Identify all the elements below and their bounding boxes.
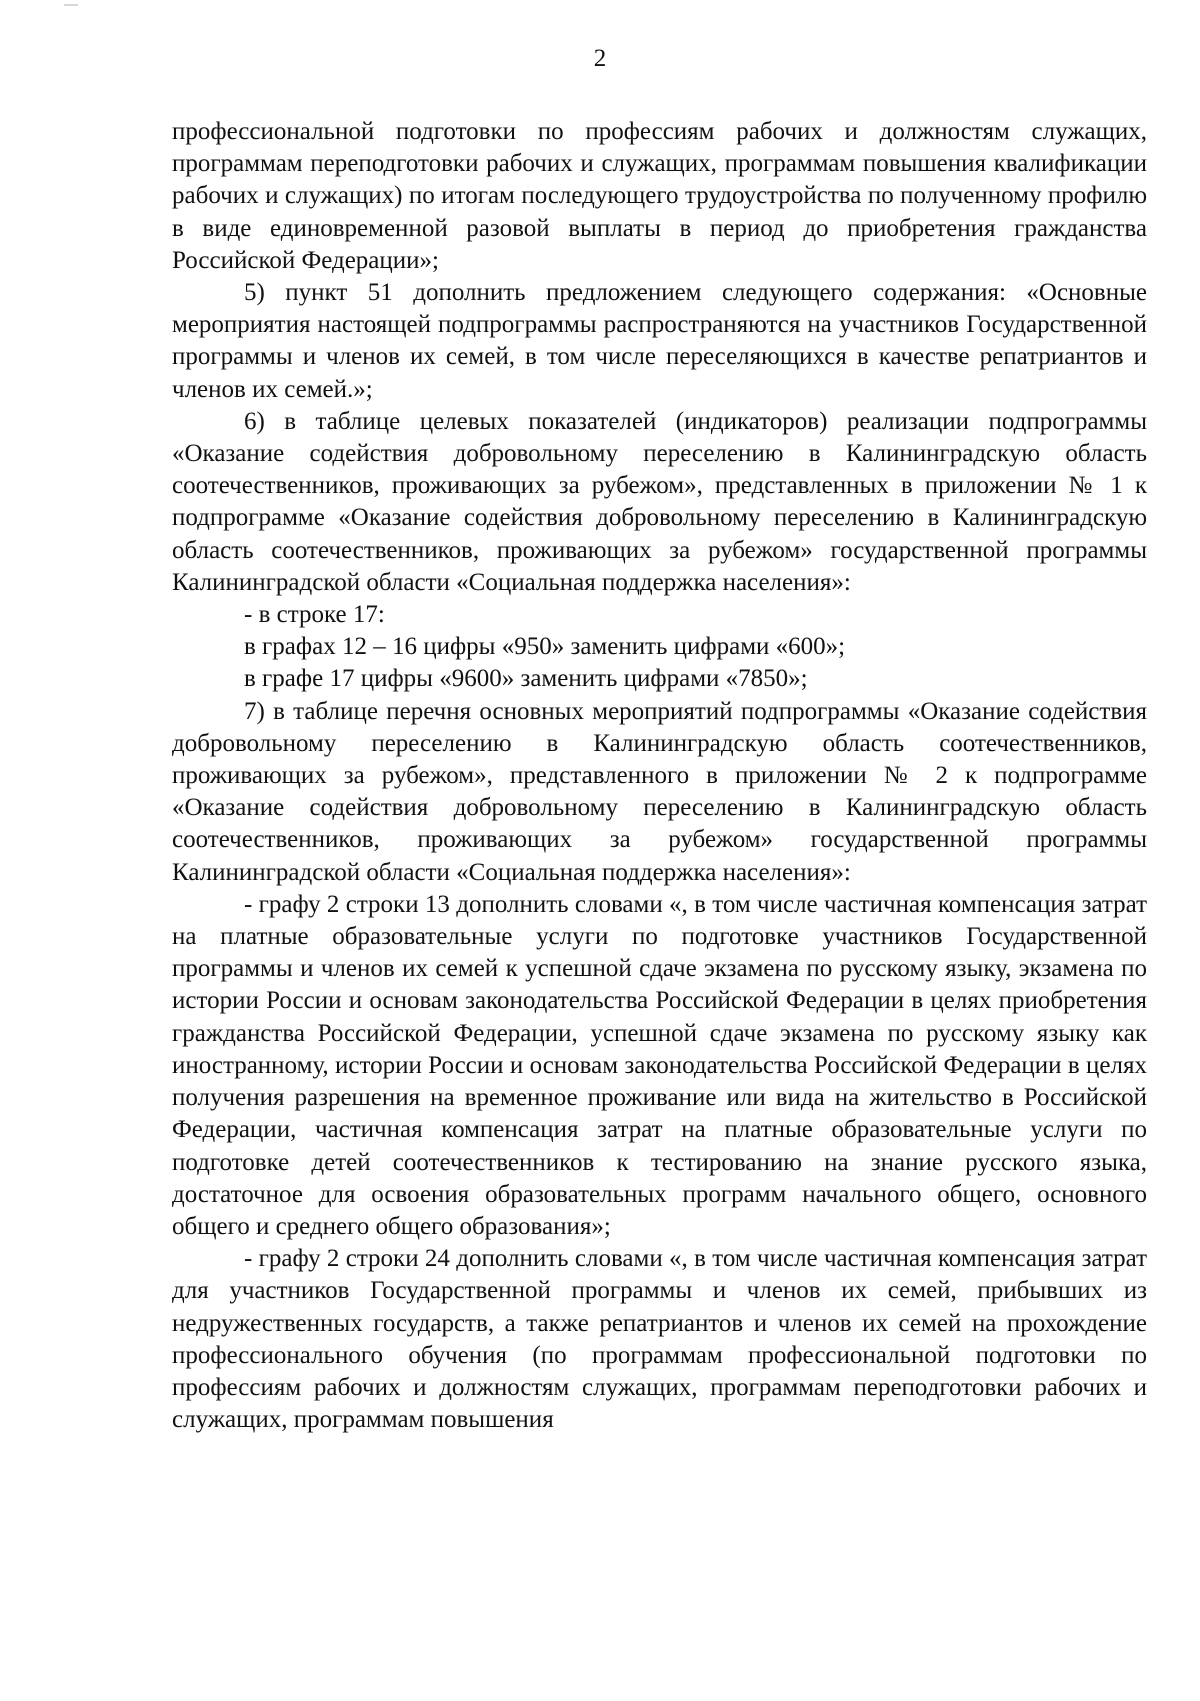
page-number: 2 [593,45,607,72]
paragraph-continuation: профессиональной подготовки по профессиям рабочих и должностям служащих, программам переподготовки рабочих и служащих, программам повышения квалификации рабочих и служащих) по итогам последующего трудоустройства по полученному профилю в виде единовременной разовой выплаты в период до приобретения гражданства Российской Федерации»; [172,118,1147,274]
paragraph-row-13: - графу 2 строки 13 дополнить словами «, в том числе частичная компенсация затрат на платные образовательные услуги по подготовке участников Государственной программы и членов их семей к успешной сдаче экзамена по русскому языку, экзамена по истории России и основам законодательства Российской Федерации в целях приобретения гражданства Российской Федерации, успешной сдаче экзамена по русскому языку как иностранному, истории России и основам законодательства Российской Федерации в целях получения разрешения на временное проживание или вида на жительство в Российской Федерации, частичная компенсация затрат на платные образовательные услуги по подготовке детей соотечественников к тестированию на знание русского языка, достаточное для освоения образовательных программ начального общего, основного общего и среднего общего образования»; [172,890,1147,1240]
paragraph-item-6: 6) в таблице целевых показателей (индикаторов) реализации подпрограммы «Оказание содействия добровольному переселению в Калининградскую область соотечественников, проживающих за рубежом», представленных в приложении № 1 к подпрограмме «Оказание содействия добровольному переселению в Калининградскую область соотечественников, проживающих за рубежом» государственной программы Калининградской области «Социальная поддержка населения»: [172,407,1147,596]
list-line-column-17: в графе 17 цифры «9600» заменить цифрами «7850»; [244,665,808,693]
scan-mark [64,4,78,6]
paragraph-item-5: 5) пункт 51 дополнить предложением следующего содержания: «Основные мероприятия настоящей подпрограммы распространяются на участников Государственной программы и членов их семей, в том числе переселяющихся в качестве репатриантов и членов их семей.»; [172,279,1147,403]
list-line-row-17: - в строке 17: [244,601,385,629]
paragraph-item-7: 7) в таблице перечня основных мероприятий подпрограммы «Оказание содействия добровольному переселению в Калининградскую область соотечественников, проживающих за рубежом», представленного в приложении № 2 к подпрограмме «Оказание содействия добровольному переселению в Калининградскую область соотечественников, проживающих за рубежом» государственной программы Калининградской области «Социальная поддержка населения»: [172,697,1147,886]
paragraph-row-24: - графу 2 строки 24 дополнить словами «, в том числе частичная компенсация затрат для участников Государственной программы и членов их семей, прибывших из недружественных государств, а также репатриантов и членов их семей на прохождение профессионального обучения (по программам профессиональной подготовки по профессиям рабочих и должностям служащих, программам переподготовки рабочих и служащих, программам повышения [172,1245,1147,1434]
document-body [172,116,1147,1436]
list-line-columns-12-16: в графах 12 – 16 цифры «950» заменить цифрами «600»; [244,633,846,661]
